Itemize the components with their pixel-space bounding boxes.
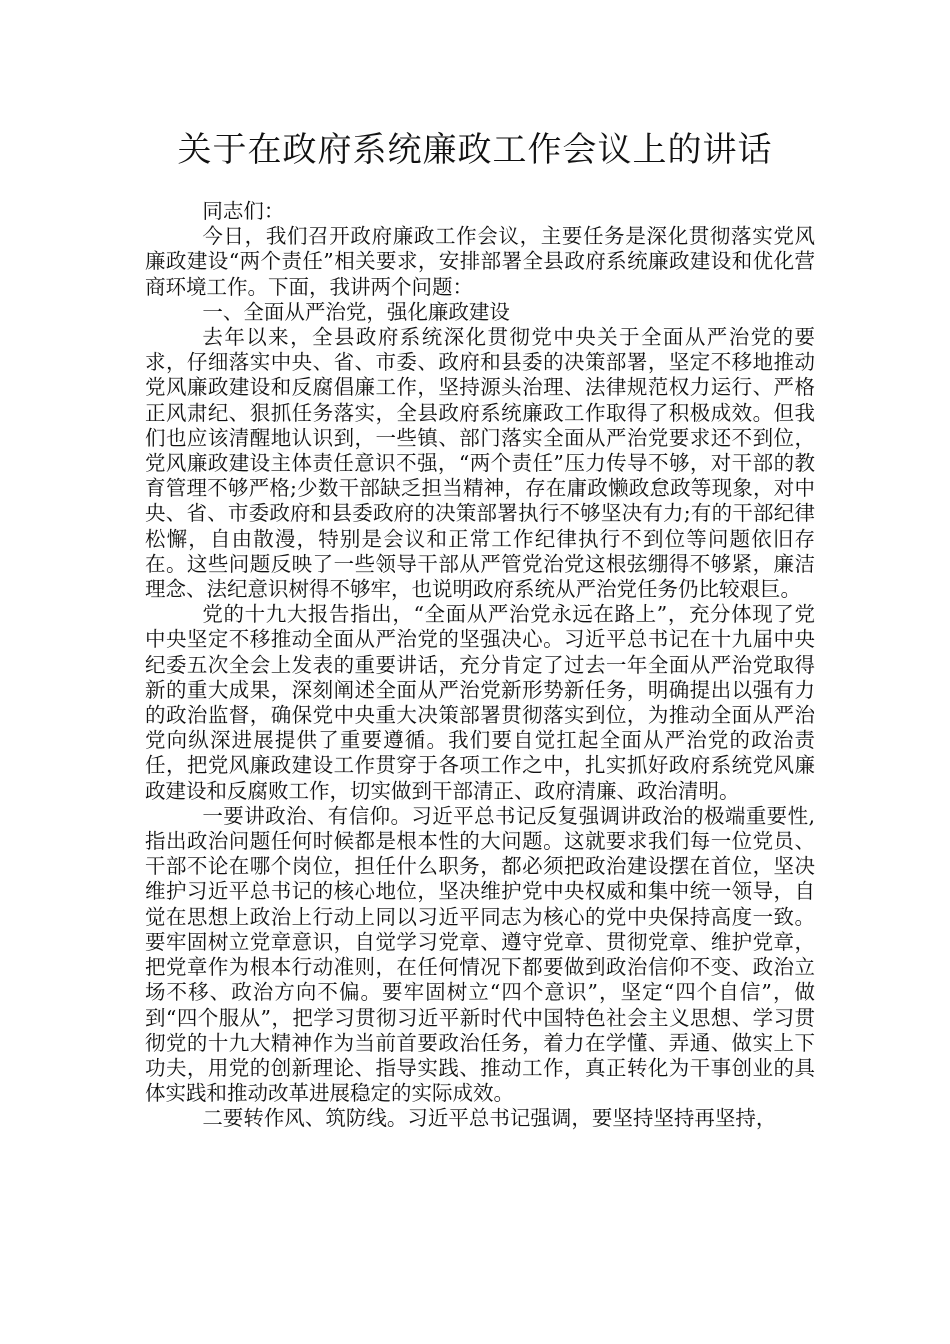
section-heading-1: 一、全面从严治党，强化廉政建设 [202,299,510,324]
document-body [145,199,815,1132]
paragraph: 一要讲政治、有信仰。习近平总书记反复强调讲政治的极端重要性,指出政治问题任何时候都是根本性的大问题。这就要求我们每一位党员、干部不论在哪个岗位，担任什么职务，都必须把政治建设摆在首位，坚决维护习近平总书记的核心地位，坚决维护党中央权威和集中统一领导，自觉在思想上政治上行动上同以习近平同志为核心的党中央保持高度一致。要牢固树立党章意识，自觉学习党章、遵守党章、贯彻党章、维护党章，把党章作为根本行动准则，在任何情况下都要做到政治信仰不变、政治立场不移、政治方向不偏。要牢固树立“四个意识”，坚定“四个自信”，做到“四个服从”，把学习贯彻习近平新时代中国特色社会主义思想、学习贯彻党的十九大精神作为当前首要政治任务，着力在学懂、弄通、做实上下功夫，用党的创新理论、指导实践、推动工作，真正转化为干事创业的具体实践和推动改革进展稳定的实际成效。 [145,803,815,1106]
paragraph: 去年以来，全县政府系统深化贯彻党中央关于全面从严治党的要求，仔细落实中央、省、市委、政府和县委的决策部署，坚定不移地推动党风廉政建设和反腐倡廉工作，坚持源头治理、法律规范权力运行、严格正风肃纪、狠抓任务落实，全县政府系统廉政工作取得了积极成效。但我们也应该清醒地认识到，一些镇、部门落实全面从严治党要求还不到位，党风廉政建设主体责任意识不强，“两个责任”压力传导不够，对干部的教育管理不够严格;少数干部缺乏担当精神，存在庸政懒政怠政等现象，对中央、省、市委政府和县委政府的决策部署执行不够坚决有力;有的干部纪律松懈，自由散漫，特别是会议和正常工作纪律执行不到位等问题依旧存在。这些问题反映了一些领导干部从严管党治党这根弦绷得不够紧，廉洁理念、法纪意识树得不够牢，也说明政府系统从严治党任务仍比较艰巨。 [145,325,815,602]
salutation: 同志们： [202,199,285,223]
document-title: 关于在政府系统廉政工作会议上的讲话 [177,130,773,170]
paragraph-intro: 今日，我们召开政府廉政工作会议，主要任务是深化贯彻落实党风廉政建设“两个责任”相关要求，安排部署全县政府系统廉政建设和优化营商环境工作。下面，我讲两个问题： [145,224,815,299]
paragraph: 二要转作风、筑防线。习近平总书记强调，要坚持坚持再坚持， [202,1106,777,1131]
paragraph: 党的十九大报告指出，“全面从严治党永远在路上”，充分体现了党中央坚定不移推动全面从严治党的坚强决心。习近平总书记在十九届中央纪委五次全会上发表的重要讲话，充分肯定了过去一年全面从严治党取得新的重大成果，深刻阐述全面从严治党新形势新任务，明确提出以强有力的政治监督，确保党中央重大决策部署贯彻落实到位，为推动全面从严治党向纵深进展提供了重要遵循。我们要自觉扛起全面从严治党的政治责任，把党风廉政建设工作贯穿于各项工作之中，扎实抓好政府系统党风廉政建设和反腐败工作，切实做到干部清正、政府清廉、政治清明。 [145,602,815,803]
